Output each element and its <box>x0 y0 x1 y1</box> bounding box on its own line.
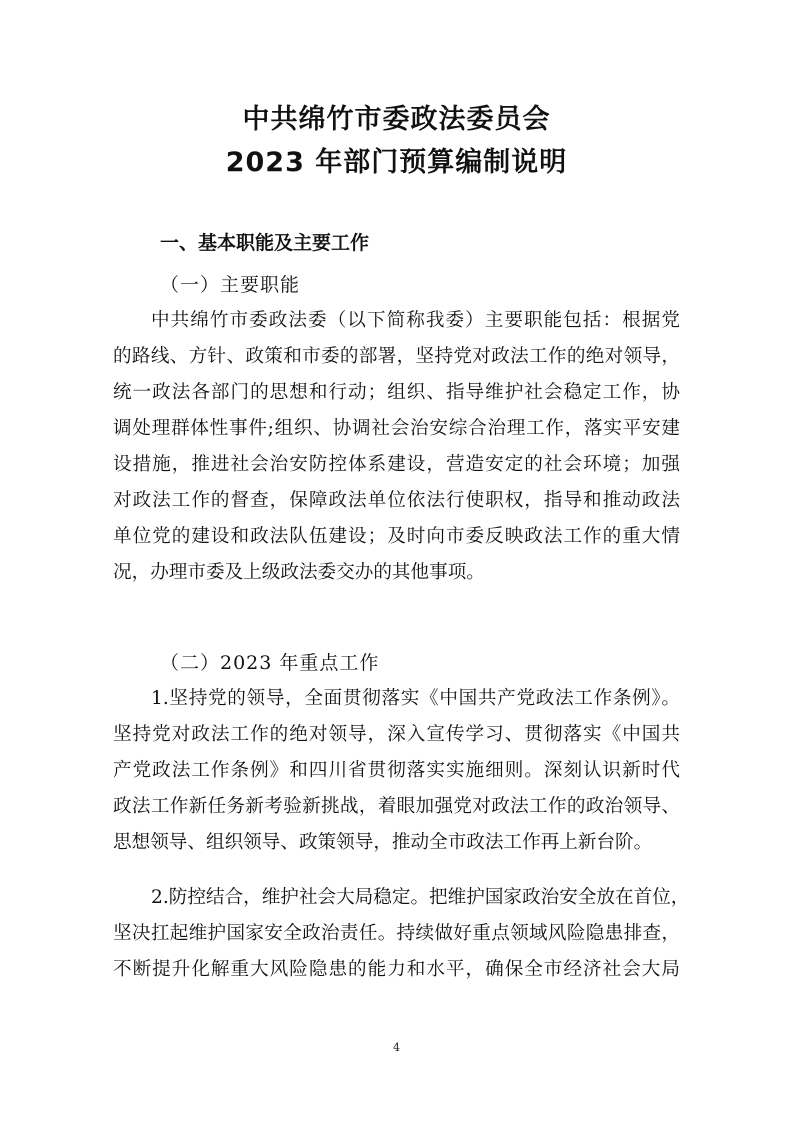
paragraph-line: 对政法工作的督查，保障政法单位依法行使职权，指导和推动政法 <box>113 490 680 511</box>
page-number: 4 <box>393 1041 400 1054</box>
paragraph-line: 坚决扛起维护国家安全政治责任。持续做好重点领域风险隐患排查， <box>113 923 680 944</box>
subsection-heading-key-work: （二）2023 年重点工作 <box>160 652 380 674</box>
paragraph-line: 不断提升化解重大风险隐患的能力和水平，确保全市经济社会大局 <box>113 959 680 980</box>
paragraph-line: 中共绵竹市委政法委（以下简称我委）主要职能包括：根据党 <box>151 310 680 331</box>
document-title-line-2: 2023 年部门预算编制说明 <box>225 147 568 178</box>
paragraph-line: 思想领导、组织领导、政策领导，推动全市政法工作再上新台阶。 <box>113 832 653 853</box>
paragraph-line: 设措施，推进社会治安防控体系建设，营造安定的社会环境；加强 <box>113 454 680 475</box>
paragraph-key-work-1 <box>113 681 680 861</box>
section-heading-basic-functions: 一、基本职能及主要工作 <box>160 232 370 254</box>
paragraph-line: 坚持党对政法工作的绝对领导，深入宣传学习、贯彻落实《中国共 <box>113 724 680 745</box>
paragraph-key-work-2 <box>113 880 690 988</box>
paragraph-main-functions <box>113 303 680 591</box>
paragraph-line: 产党政法工作条例》和四川省贯彻落实实施细则。深刻认识新时代 <box>113 760 680 781</box>
subsection-heading-main-functions: （一）主要职能 <box>160 274 301 296</box>
paragraph-line: 单位党的建设和政法队伍建设；及时向市委反映政法工作的重大情 <box>113 526 680 547</box>
paragraph-line: 统一政法各部门的思想和行动；组织、指导维护社会稳定工作，协 <box>113 382 680 403</box>
paragraph-line: 政法工作新任务新考验新挑战，着眼加强党对政法工作的政治领导、 <box>113 796 680 817</box>
document-title-line-1: 中共绵竹市委政法委员会 <box>242 104 551 135</box>
paragraph-line: 的路线、方针、政策和市委的部署，坚持党对政法工作的绝对领导， <box>113 346 680 367</box>
paragraph-line: 1.坚持党的领导，全面贯彻落实《中国共产党政法工作条例》。 <box>151 688 680 709</box>
paragraph-line: 况，办理市委及上级政法委交办的其他事项。 <box>113 562 485 583</box>
paragraph-line: 2.防控结合，维护社会大局稳定。把维护国家政治安全放在首位， <box>151 887 690 908</box>
paragraph-line: 调处理群体性事件;组织、协调社会治安综合治理工作，落实平安建 <box>113 418 680 439</box>
